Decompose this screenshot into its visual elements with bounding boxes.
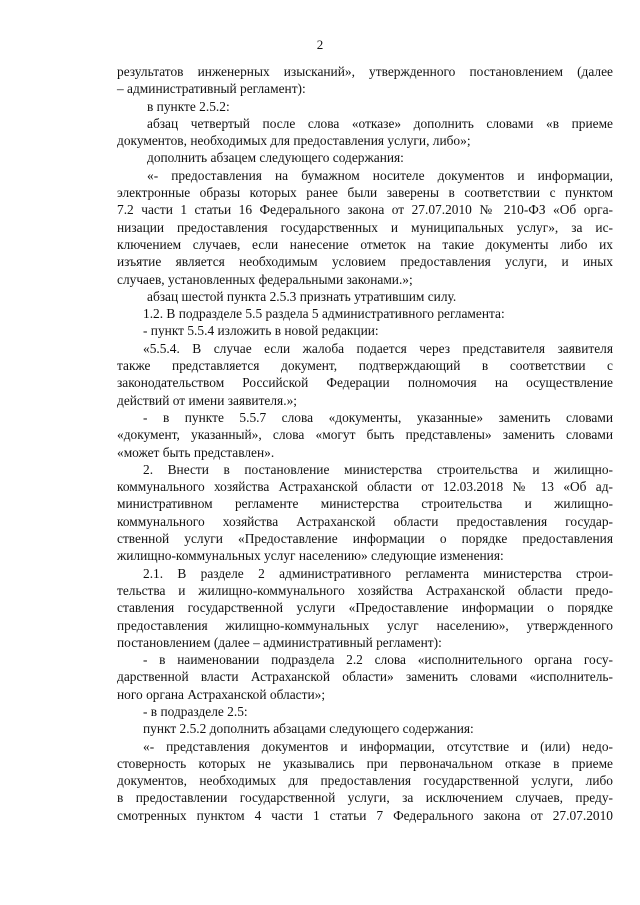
text-line: постановлением (далее – административный регламент): — [117, 634, 442, 650]
text-line: коммунального хозяйства Астраханской области предоставления государ- — [117, 513, 613, 529]
text-line: абзац шестой пункта 2.5.3 признать утратившим силу. — [147, 288, 457, 304]
text-line: - пункт 5.5.4 изложить в новой редакции: — [143, 323, 379, 339]
text-line: коммунального хозяйства Астраханской области от 12.03.2018 № 13 «Об ад- — [117, 479, 613, 495]
text-line: – административный регламент): — [117, 81, 306, 97]
text-line: - в подразделе 2.5: — [143, 703, 248, 719]
text-line: «5.5.4. В случае если жалоба подается через представителя заявителя — [143, 340, 613, 356]
text-line: - в пункте 5.5.7 слова «документы, указанные» заменить словами — [143, 409, 613, 425]
text-line: «может быть представлен». — [117, 444, 275, 460]
text-line: в предоставлении государственной услуги, за исключением случаев, преду- — [117, 790, 613, 806]
text-line: дарственной власти Астраханской области» заменить словами «исполнитель- — [117, 669, 613, 685]
text-line: ставления государственной услуги «Предоставление информации о порядке — [117, 600, 613, 616]
text-line: изъятие является необходимым условием предоставления услуги, и иных — [117, 254, 613, 270]
text-line: предоставления жилищно-коммунальных услуг населению», утвержденного — [117, 617, 613, 633]
text-line: действий от имени заявителя.»; — [117, 392, 297, 408]
text-line: министративном регламенте министерства строительства и жилищно- — [117, 496, 613, 512]
text-line: «документ, указанный», слова «могут быть представлены» заменить словами — [117, 427, 613, 443]
text-line: низации предоставления государственных и муниципальных услуг», за ис- — [117, 219, 613, 235]
text-line: пункт 2.5.2 дополнить абзацами следующего содержания: — [143, 721, 474, 737]
text-line: случаев, установленных федеральными законами.»; — [117, 271, 413, 287]
text-line: стоверность которых не указывались при первоначальном отказе в приеме — [117, 755, 613, 771]
document-body — [117, 63, 613, 824]
text-line: 2. Внести в постановление министерства строительства и жилищно- — [143, 461, 613, 477]
text-line: электронные образы которых ранее были заверены в соответствии с пунктом — [117, 185, 613, 201]
text-line: документов, необходимых для предоставления государственной услуги, либо — [117, 773, 613, 789]
text-line: дополнить абзацем следующего содержания: — [147, 150, 404, 166]
text-line: «- предоставления на бумажном носителе документов и информации, — [147, 167, 613, 183]
text-line: «- представления документов и информации, отсутствие и (или) недо- — [143, 738, 613, 754]
text-line: документов, необходимых для предоставления услуги, либо»; — [117, 133, 471, 149]
text-line: результатов инженерных изысканий», утвержденного постановлением (далее — [117, 64, 613, 79]
text-line: ственной услуги «Предоставление информации о порядке предоставления — [117, 531, 613, 547]
text-line: 2.1. В разделе 2 административного регламента министерства строи- — [143, 565, 613, 581]
text-line: абзац четвертый после слова «отказе» дополнить словами «в приеме — [147, 115, 613, 131]
text-line: ключением случаев, если нанесение отметок на такие документы либо их — [117, 236, 613, 252]
text-line: 1.2. В подразделе 5.5 раздела 5 административного регламента: — [143, 306, 505, 322]
text-line: в пункте 2.5.2: — [147, 98, 230, 114]
text-line: жилищно-коммунальных услуг населению» следующие изменения: — [117, 548, 504, 564]
text-line: ного органа Астраханской области»; — [117, 686, 326, 702]
text-line: законодательством Российской Федерации полномочия на осуществление — [117, 375, 613, 391]
text-line: - в наименовании подраздела 2.2 слова «исполнительного органа госу- — [143, 652, 613, 668]
text-line: 7.2 части 1 статьи 16 Федерального закона от 27.07.2010 № 210-ФЗ «Об орга- — [117, 202, 613, 218]
text-line: смотренных пунктом 4 части 1 статьи 7 Федерального закона от 27.07.2010 — [117, 807, 613, 823]
page-number: 2 — [316, 37, 324, 52]
text-line: также представляется документ, подтверждающий в соответствии с — [117, 358, 613, 374]
text-line: тельства и жилищно-коммунального хозяйства Астраханской области предо- — [117, 582, 613, 598]
